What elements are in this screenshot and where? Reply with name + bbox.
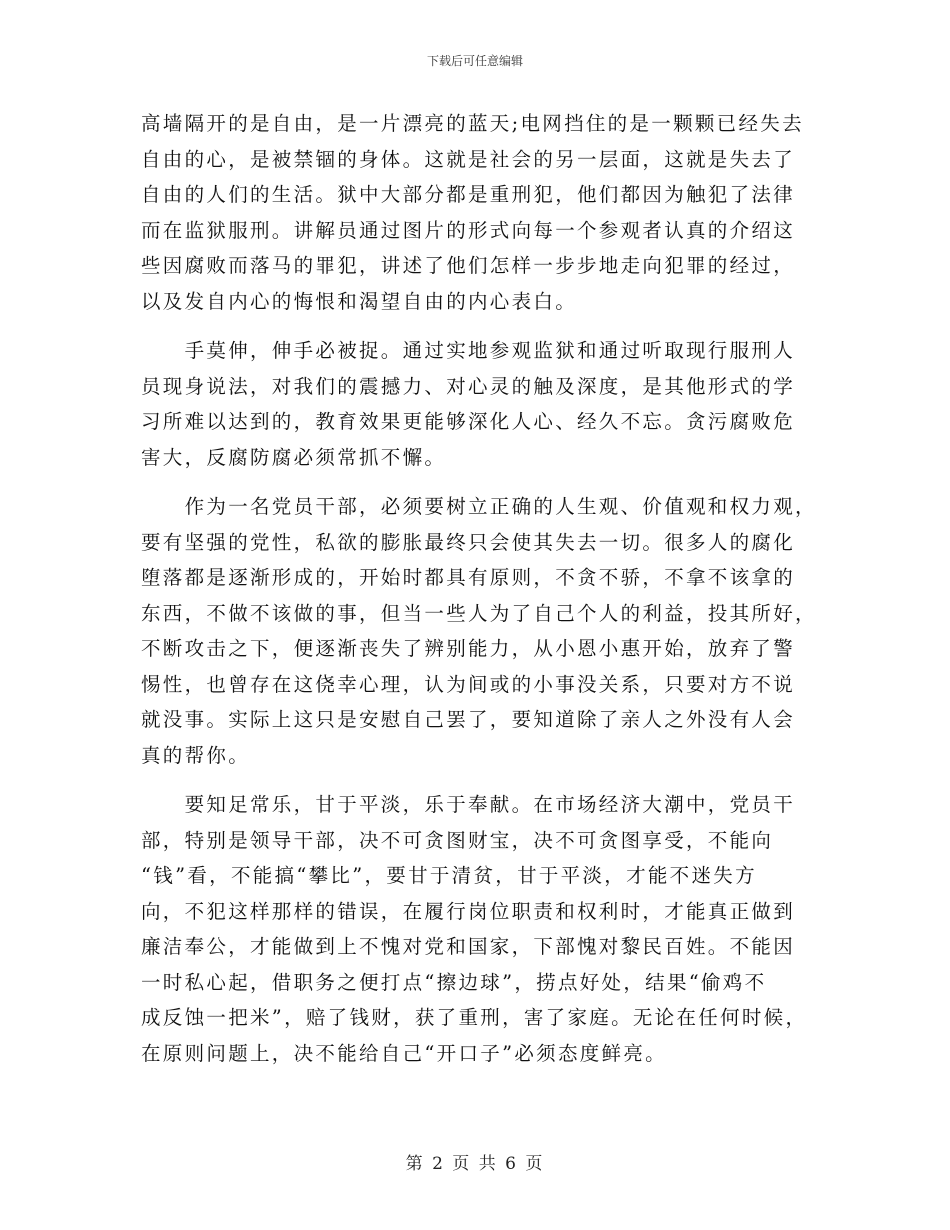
- text-line: 惕性，也曾存在这侥幸心理，认为间或的小事没关系，只要对方不说: [141, 672, 796, 696]
- paragraph-2: [141, 333, 811, 475]
- paragraph-3: [141, 489, 817, 773]
- text-line: 自由的心，是被禁锢的身体。这就是社会的另一层面，这就是失去了: [141, 147, 796, 171]
- text-line: 不断攻击之下，便逐渐丧失了辨别能力，从小恩小惠开始，放弃了警: [141, 637, 796, 660]
- text-line: 害大，反腐防腐必须常抓不懈。: [141, 445, 447, 469]
- text-line: 一时私心起，借职务之便打点“擦边球”，捞点好处，结果“偷鸡不: [141, 970, 767, 994]
- text-line: 向，不犯这样那样的错误，在履行岗位职责和权利时，才能真正做到: [141, 899, 796, 923]
- text-line: 部，特别是领导干部，决不可贪图财宝，决不可贪图享受，不能向: [141, 828, 774, 852]
- text-line: 高墙隔开的是自由，是一片漂亮的蓝天;电网挡住的是一颗颗已经失去: [141, 112, 804, 135]
- text-line: 成反蚀一把米”，赔了钱财，获了重刑，害了家庭。无论在任何时候，: [141, 1006, 808, 1029]
- text-line: 作为一名党员干部，必须要树立正确的人生观、价值观和权力观，: [141, 495, 817, 518]
- text-line: 廉洁奉公，才能做到上不愧对党和国家，下部愧对黎民百姓。不能因: [141, 935, 796, 958]
- text-line: 些因腐败而落马的罪犯，讲述了他们怎样一步步地走向犯罪的经过，: [141, 254, 796, 277]
- paragraph-1: [141, 106, 811, 319]
- page-header: 下载后可任意编辑: [426, 54, 523, 68]
- page-number: 第 2 页 共 6 页: [405, 1154, 545, 1174]
- text-line: 自由的人们的生活。狱中大部分都是重刑犯，他们都因为触犯了法律: [141, 183, 796, 206]
- text-line: “钱”看，不能搞“攀比”，要甘于清贫，甘于平淡，才能不迷失方: [141, 864, 757, 887]
- text-line: 习所难以达到的，教育效果更能够深化人心、经久不忘。贪污腐败危: [141, 410, 796, 433]
- document-body: [141, 106, 817, 1085]
- text-line: 在原则问题上，决不能给自己“开口子”必须态度鲜亮。: [141, 1041, 667, 1065]
- text-line: 要有坚强的党性，私欲的膨胀最终只会使其失去一切。很多人的腐化: [141, 530, 796, 554]
- text-line: 手莫伸，伸手必被捉。通过实地参观监狱和通过听取现行服刑人: [141, 339, 796, 362]
- text-line: 就没事。实际上这只是安慰自己罢了，要知道除了亲人之外没有人会: [141, 708, 796, 731]
- text-line: 堕落都是逐渐形成的，开始时都具有原则，不贪不骄，不拿不该拿的: [141, 566, 796, 589]
- text-line: 员现身说法，对我们的震撼力、对心灵的触及深度，是其他形式的学: [141, 374, 796, 398]
- text-line: 以及发自内心的悔恨和渴望自由的内心表白。: [141, 289, 578, 313]
- text-line: 要知足常乐，甘于平淡，乐于奉献。在市场经济大潮中，党员干: [141, 793, 796, 816]
- text-line: 真的帮你。: [141, 743, 251, 767]
- text-line: 东西，不做不该做的事，但当一些人为了自己个人的利益，投其所好，: [141, 601, 817, 625]
- paragraph-4: [141, 787, 811, 1071]
- text-line: 而在监狱服刑。讲解员通过图片的形式向每一个参观者认真的介绍这: [141, 218, 796, 242]
